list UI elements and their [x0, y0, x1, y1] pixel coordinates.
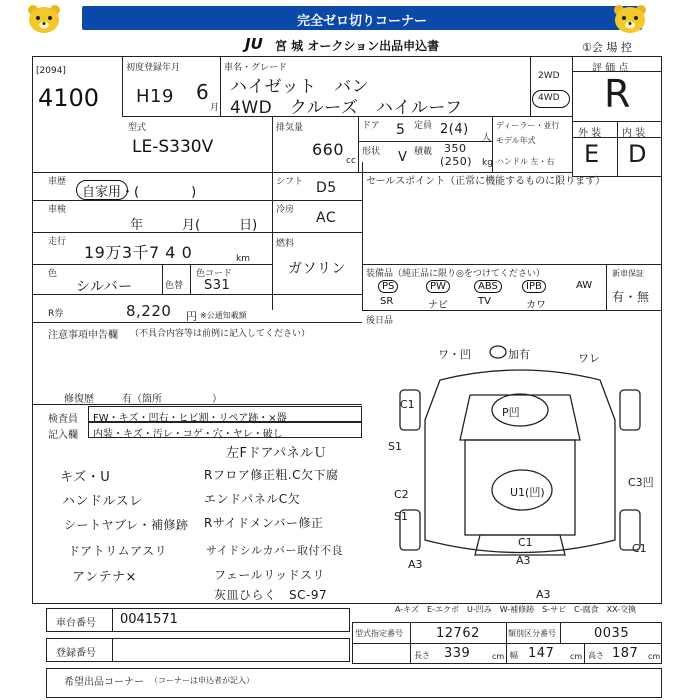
- displacement-unit: cc: [346, 156, 356, 166]
- header-banner: [0, 0, 700, 36]
- drive-2wd: 2WD: [538, 71, 560, 81]
- equip-abs: ABS: [474, 280, 502, 293]
- lot-id: [2094]: [36, 66, 66, 76]
- height-unit: cm: [648, 652, 661, 661]
- color-value: シルバー: [76, 279, 133, 295]
- diag-label-7: C2: [394, 488, 409, 501]
- type-cert-value: 12762: [436, 626, 480, 641]
- eval-label: 評 価 点: [592, 63, 629, 74]
- equip-navi: ナビ: [428, 300, 448, 311]
- model-year-label: モデル年式: [496, 136, 536, 145]
- mileage-unit: km: [236, 254, 250, 264]
- capacity-label: 定員: [414, 121, 433, 131]
- banner-bar: [82, 6, 642, 30]
- recycle-notice: ※公通知載額: [200, 311, 247, 320]
- equip-tv: TV: [478, 296, 491, 307]
- equipment-row-2: [366, 296, 606, 310]
- dealer-label: ディーラー・並行: [496, 121, 560, 130]
- diag-label-1: ワ・凹: [438, 348, 471, 361]
- car-name-label: 車名・グレード: [224, 63, 288, 73]
- wish-corner-hint: （コーナーは申込者が記入）: [150, 676, 254, 685]
- recycle-label: R券: [48, 309, 64, 319]
- sales-point-label: セールスポイント（正常に機能するものに限ります）: [366, 176, 606, 187]
- width-label: 幅: [510, 651, 518, 660]
- car-damage-diagram: [380, 340, 660, 600]
- load-unit: kg: [482, 158, 493, 168]
- inspection-value: 年 月( 日): [130, 218, 258, 233]
- venue-copy-label: ①会 場 控: [582, 41, 632, 54]
- inspection-label: 車検: [48, 205, 67, 215]
- fuel-label: 燃料: [276, 239, 295, 249]
- banner-text: 完全ゼロ切りコーナー: [296, 14, 427, 29]
- recycle-unit: 円: [186, 310, 197, 323]
- recycle-value: 8,220: [126, 302, 172, 320]
- length-label: 長さ: [414, 651, 430, 660]
- equip-ps: PS: [378, 280, 398, 293]
- color-code-label: 色コード: [196, 269, 233, 279]
- equip-pw: PW: [426, 280, 450, 293]
- note-11: フェールリッドスリ: [214, 568, 326, 582]
- capacity-unit: 人: [482, 133, 492, 143]
- eval-score: R: [604, 72, 631, 116]
- first-reg-month: 6: [196, 80, 210, 104]
- equip-leather: カワ: [526, 300, 546, 311]
- ac-label: 冷房: [276, 205, 295, 215]
- lot-number: 4100: [38, 84, 100, 112]
- first-reg-label: 初度登録年月: [126, 63, 181, 73]
- note-3: Rフロア修正粗.C欠下腐: [204, 468, 339, 482]
- doors-value: 5: [396, 122, 406, 138]
- diag-label-2: 加有: [508, 348, 530, 361]
- mileage-value: 19万3千7 4 0: [84, 243, 193, 262]
- diag-label-4: C1: [400, 398, 415, 411]
- exterior-grade: E: [584, 140, 600, 168]
- diag-label-12: A3: [516, 554, 531, 567]
- new-warranty-label: 新車保証: [612, 269, 644, 278]
- entry-label: 記入欄: [48, 430, 78, 441]
- width-value: 147: [528, 646, 555, 661]
- model-label: 型式: [128, 123, 147, 133]
- color-label: 色: [48, 269, 58, 279]
- drive-4wd: 4WD: [538, 93, 560, 103]
- diag-label-5: P凹: [502, 406, 520, 419]
- inspector-items-text: FW・キズ・凹右・ヒビ割・リペア跡・×器: [93, 413, 287, 424]
- displacement-value: 660: [312, 140, 345, 159]
- interior-grade: D: [628, 140, 647, 168]
- equip-sr: SR: [380, 296, 394, 307]
- diag-label-6: S1: [388, 440, 402, 453]
- load-paren: (250): [440, 155, 473, 168]
- repair-value: 有（箇所 ）: [122, 394, 222, 405]
- height-value: 187: [612, 646, 639, 661]
- body-number-value: 0041571: [120, 612, 178, 627]
- repair-label: 修復歴: [64, 394, 94, 405]
- history-label: 車歴: [48, 177, 67, 187]
- after-reg-label: 後日品: [366, 316, 394, 326]
- notes-hint: （不具合内容等は前例に記入してください）: [130, 329, 311, 339]
- note-5: エンドパネルC欠: [204, 492, 301, 506]
- history-value: 自家用・( ): [82, 185, 197, 200]
- length-unit: cm: [492, 652, 505, 661]
- capacity-value: 2(4): [440, 122, 469, 137]
- note-7: Rサイドメンバー修正: [204, 516, 324, 530]
- note-10: アンテナ×: [72, 570, 137, 585]
- new-warranty-value: 有・無: [612, 290, 650, 304]
- diag-label-13: A3: [408, 558, 423, 571]
- category-label: 類別区分番号: [508, 629, 556, 638]
- color-code-value: S31: [204, 278, 231, 293]
- inspector-items: [88, 406, 362, 422]
- body-number-label: 車台番号: [56, 618, 96, 629]
- category-value: 0035: [594, 626, 630, 641]
- entry-items-text: 内装・キズ・汚レ・コゲ・穴・ヤレ・破し: [93, 429, 283, 440]
- entry-items: [88, 422, 362, 438]
- doors-label: ドア: [362, 121, 380, 131]
- diag-label-3: ワレ: [578, 352, 600, 365]
- reg-number-label: 登録番号: [56, 648, 96, 659]
- equip-ipb: IPB: [522, 280, 546, 293]
- load-value: 350: [444, 142, 467, 155]
- note-9: サイドシルカバー取付不良: [206, 544, 343, 557]
- shift-value: D5: [316, 180, 337, 196]
- car-name-line1: ハイゼット バン: [230, 77, 370, 97]
- first-reg-year: H19: [136, 86, 174, 107]
- type-cert-label: 型式指定番号: [355, 629, 403, 638]
- interior-label: 内 装: [622, 128, 646, 139]
- diag-label-10: C3凹: [628, 476, 654, 489]
- auction-title: 宮 城 オークション出品申込書: [275, 39, 440, 53]
- note-12: 灰皿ひらく SC-97: [214, 588, 328, 602]
- model-value: LE-S330V: [132, 137, 214, 157]
- height-label: 高さ: [588, 651, 604, 660]
- mileage-label: 走行: [48, 237, 67, 247]
- color-swatch-label: 色替: [165, 281, 184, 291]
- notes-label: 注意事項申告欄: [48, 330, 118, 341]
- shape-label: 形状: [362, 147, 381, 157]
- load-label: 積載: [414, 147, 433, 157]
- wish-corner-label: 希望出品コーナー: [64, 677, 144, 688]
- auction-logo: JU: [245, 35, 263, 53]
- displacement-label: 排気量: [276, 123, 304, 133]
- shape-value: V: [398, 150, 408, 165]
- length-value: 339: [444, 646, 471, 661]
- exterior-label: 外 装: [578, 128, 602, 139]
- note-4: ハンドルスレ: [62, 494, 143, 509]
- note-8: ドアトリムアスリ: [68, 544, 168, 558]
- damage-code-legend: A-キズ E-エクボ U-凹み W-補修跡 S-サビ C-腐食 XX-交換: [395, 605, 637, 614]
- note-6: シートヤブレ・補修跡: [64, 518, 189, 532]
- fuel-value: ガソリン: [288, 261, 346, 277]
- equipment-row-1: [366, 280, 606, 294]
- diag-label-8: U1(凹): [510, 486, 545, 499]
- bear-mascot-right-icon: [610, 2, 650, 36]
- width-unit: cm: [570, 652, 583, 661]
- ac-value: AC: [316, 210, 337, 226]
- note-2: キズ・U: [60, 470, 111, 485]
- diag-label-15: C1: [632, 542, 647, 555]
- equip-aw: AW: [576, 280, 593, 291]
- diag-label-14: A3: [536, 588, 551, 600]
- shift-label: シフト: [276, 177, 304, 187]
- diag-label-9: S1: [394, 510, 408, 523]
- inspector-label: 検査員: [48, 414, 78, 425]
- first-reg-month-unit: 月: [210, 103, 220, 113]
- car-name-line2: 4WD クルーズ ハイルーフ: [230, 98, 463, 118]
- equipment-label: 装備品（純正品に限り◎をつけてください）: [366, 269, 545, 279]
- handle-label: ハンドル 左・右: [496, 157, 555, 166]
- diag-label-11: C1: [518, 536, 533, 549]
- bear-mascot-left-icon: [24, 2, 64, 36]
- note-1: 左FドアパネルＵ: [226, 446, 328, 461]
